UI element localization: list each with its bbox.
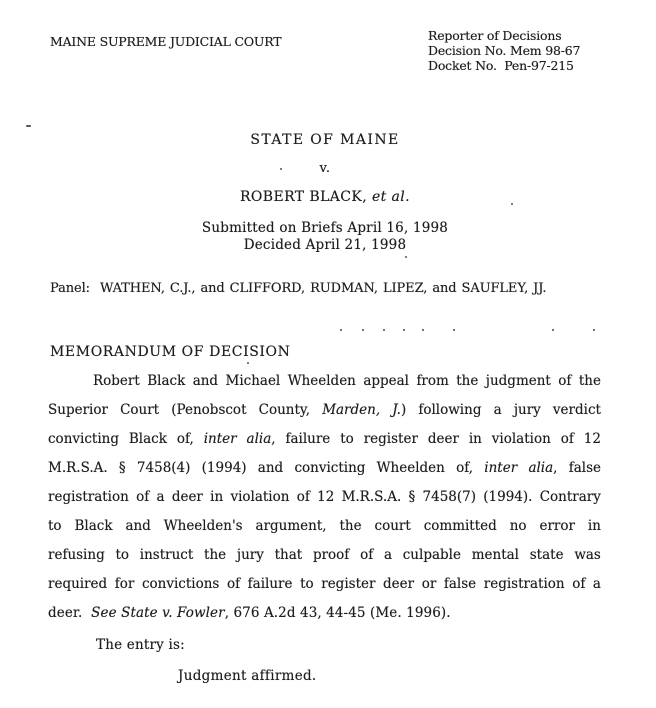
word: judgment <box>485 373 551 389</box>
body-line <box>48 367 601 396</box>
word: was <box>574 547 601 563</box>
scan-artifact-dot <box>593 329 595 331</box>
word: appeal <box>363 373 410 389</box>
word: committed <box>423 518 497 534</box>
word: of <box>136 489 150 505</box>
word: of, <box>176 431 194 447</box>
word: of <box>360 547 374 563</box>
scan-artifact-dot <box>340 329 342 331</box>
word: register <box>363 431 418 447</box>
word: violation <box>491 431 551 447</box>
word: required <box>48 576 108 592</box>
word: refusing <box>48 547 105 563</box>
body-line <box>48 454 601 483</box>
word: failure <box>247 576 293 592</box>
reporter-of-decisions-line: Reporter of Decisions <box>428 28 562 43</box>
scan-artifact-dot <box>552 329 554 331</box>
text-segment: , 676 A.2d 43, 44-45 (Me. 1996). <box>224 605 451 621</box>
word: the <box>204 547 227 563</box>
word: to <box>115 547 130 563</box>
word: no <box>509 518 527 534</box>
reporter-docket-block <box>428 28 580 73</box>
text-segment: deer. <box>48 605 92 621</box>
scan-artifact-speck <box>405 256 407 258</box>
decided-date-line: Decided April 21, 1998 <box>243 237 407 253</box>
body-line <box>48 541 601 570</box>
word: 7458(4) <box>136 460 191 476</box>
word: the <box>578 373 601 389</box>
word: a <box>592 576 601 592</box>
word: registration <box>48 489 129 505</box>
word: to <box>48 518 62 534</box>
word: Court <box>120 402 160 418</box>
word: registration <box>483 576 565 592</box>
word: § <box>118 460 126 476</box>
word: (Penobscot <box>171 402 247 418</box>
word: convictions <box>141 576 220 592</box>
scan-artifact-dot <box>453 329 455 331</box>
body-line <box>48 425 601 454</box>
word: Michael <box>225 373 281 389</box>
word: 12 <box>583 431 601 447</box>
word: register <box>321 576 376 592</box>
scan-artifact-dotted-separator <box>0 329 656 333</box>
word: mental <box>471 547 519 563</box>
word: Robert <box>93 373 140 389</box>
memorandum-heading: MEMORANDUM OF DECISION <box>50 344 291 360</box>
word: the <box>339 518 362 534</box>
judgment-disposition-line: Judgment affirmed. <box>178 668 317 684</box>
word: inter <box>203 431 237 447</box>
word: in <box>587 518 601 534</box>
case-caption-defendant <box>0 189 650 205</box>
panel-of-justices-line: Panel: WATHEN, C.J., and CLIFFORD, RUDMAN, LIPEZ, and SAUFLEY, JJ. <box>50 281 547 296</box>
word: convicting <box>48 431 119 447</box>
decision-number-line: Decision No. Mem 98-67 <box>428 43 581 58</box>
scan-artifact-dot <box>422 329 424 331</box>
word: a <box>493 402 502 418</box>
word: § <box>408 489 416 505</box>
word: Superior <box>48 402 108 418</box>
word: in <box>210 489 224 505</box>
word: (1994) <box>201 460 247 476</box>
body-line <box>48 396 601 425</box>
scan-artifact-speck <box>280 168 282 170</box>
word: and <box>257 460 284 476</box>
word: a <box>383 547 392 563</box>
word: instruct <box>139 547 194 563</box>
word: the <box>456 373 479 389</box>
italic-text-segment: et al. <box>371 189 411 205</box>
word: false <box>443 576 477 592</box>
word: Marden, <box>322 402 381 418</box>
word: culpable <box>402 547 461 563</box>
body-line <box>48 599 601 628</box>
word: court <box>374 518 411 534</box>
word: from <box>416 373 449 389</box>
entry-lead-line: The entry is: <box>96 637 185 653</box>
word: Wheelden <box>287 373 356 389</box>
word: alia, <box>246 431 276 447</box>
word: inter <box>484 460 518 476</box>
word: and <box>125 518 151 534</box>
word: deer <box>171 489 203 505</box>
word: false <box>568 460 601 476</box>
word: to <box>340 431 354 447</box>
word: J.) <box>392 402 407 418</box>
word: for <box>114 576 135 592</box>
word: error <box>539 518 575 534</box>
scan-artifact-speck <box>511 203 513 205</box>
word: to <box>300 576 314 592</box>
word: and <box>192 373 219 389</box>
word: of <box>560 431 574 447</box>
scan-artifact-speck <box>26 125 31 127</box>
submitted-date-line: Submitted on Briefs April 16, 1998 <box>201 220 449 236</box>
word: jury <box>513 402 541 418</box>
word: Black <box>74 518 113 534</box>
case-caption-versus: v. <box>319 161 331 176</box>
word: violation <box>230 489 290 505</box>
word: alia, <box>528 460 558 476</box>
word: Wheelden's <box>163 518 243 534</box>
word: (1994). <box>483 489 533 505</box>
word: County, <box>258 402 311 418</box>
word: Wheelden <box>376 460 445 476</box>
word: of <box>226 576 241 592</box>
text-segment: ROBERT BLACK, <box>239 189 372 205</box>
word: of <box>572 576 586 592</box>
docket-number-line: Docket No. Pen-97-215 <box>428 58 574 73</box>
body-line <box>48 483 601 512</box>
scan-artifact-speck <box>247 362 249 364</box>
word: M.R.S.A. <box>341 489 402 505</box>
word: that <box>274 547 303 563</box>
word: convicting <box>294 460 366 476</box>
scan-artifact-dot <box>362 329 364 331</box>
word: deer <box>427 431 459 447</box>
word: failure <box>285 431 331 447</box>
word: state <box>529 547 564 563</box>
word: 7458(7) <box>422 489 476 505</box>
word: of <box>296 489 310 505</box>
court-name-header: MAINE SUPREME JUDICIAL COURT <box>50 34 282 49</box>
scan-artifact-dot <box>383 329 385 331</box>
word: jury <box>236 547 264 563</box>
word: deer <box>383 576 415 592</box>
word: Contrary <box>539 489 601 505</box>
word: 12 <box>317 489 335 505</box>
word: or <box>421 576 437 592</box>
case-caption-state: STATE OF MAINE <box>250 132 400 148</box>
italic-text-segment: See State v. Fowler <box>91 605 225 621</box>
body-line <box>48 512 601 541</box>
word: of, <box>456 460 474 476</box>
word: of <box>558 373 572 389</box>
decision-body-paragraph <box>48 367 601 628</box>
word: proof <box>312 547 350 563</box>
word: Black <box>147 373 186 389</box>
word: verdict <box>552 402 601 418</box>
word: argument, <box>255 518 327 534</box>
word: following <box>418 402 482 418</box>
word: M.R.S.A. <box>48 460 108 476</box>
word: Black <box>128 431 167 447</box>
word: a <box>156 489 165 505</box>
scan-artifact-dot <box>403 329 405 331</box>
body-line <box>48 570 601 599</box>
word: in <box>468 431 482 447</box>
